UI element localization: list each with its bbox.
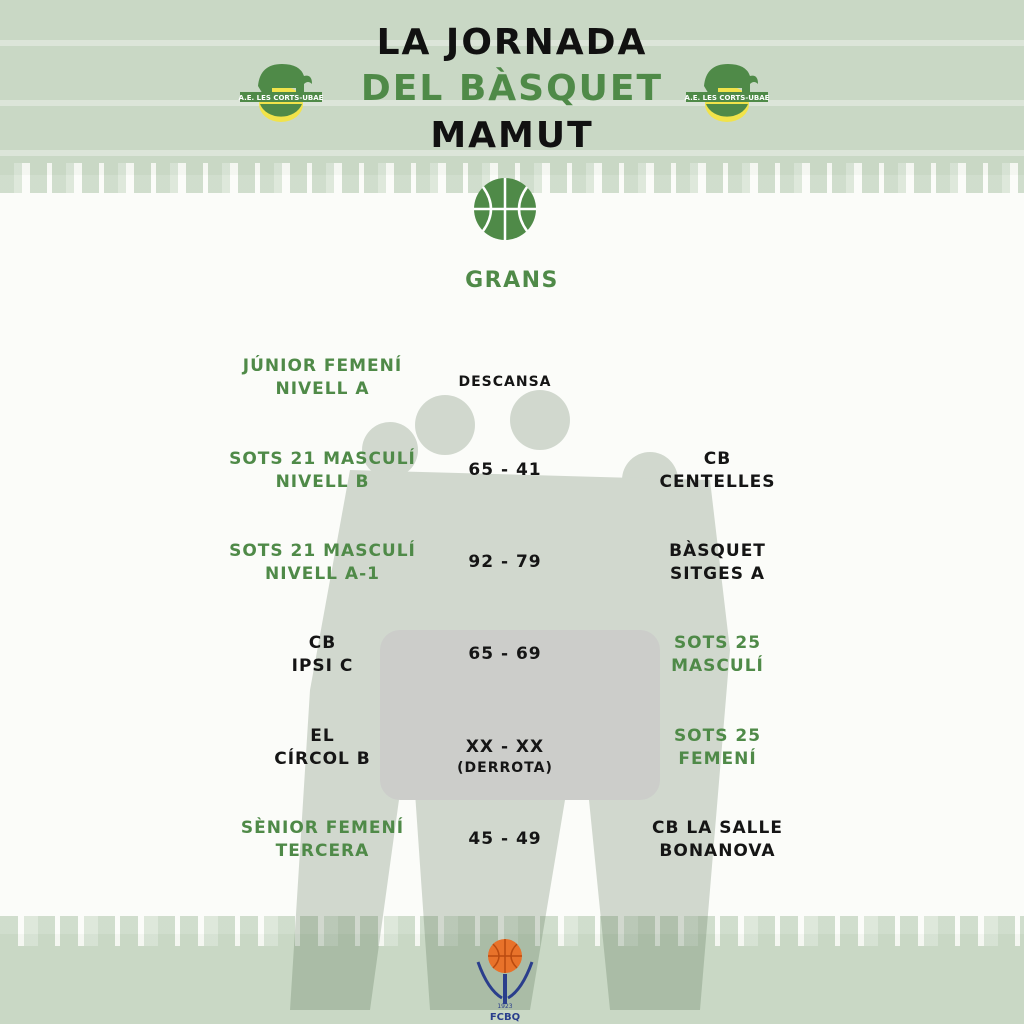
fcbq-year: 1923 xyxy=(497,1003,513,1010)
match-score xyxy=(430,371,580,394)
home-team-line: EL xyxy=(310,726,335,746)
home-team-line: NIVELL A xyxy=(275,379,370,399)
home-team-line: NIVELL A-1 xyxy=(265,564,380,584)
away-team-line: CB LA SALLE xyxy=(652,818,783,838)
match-row xyxy=(0,540,1024,610)
away-team-line: FEMENÍ xyxy=(678,749,757,769)
match-row xyxy=(0,448,1024,518)
match-score xyxy=(430,828,580,851)
logo-text: A.E. LES CORTS-UBAE xyxy=(238,94,324,102)
home-team-line: CB xyxy=(308,633,337,653)
away-team xyxy=(600,540,835,586)
home-team-line: JÚNIOR FEMENÍ xyxy=(242,356,403,376)
away-team xyxy=(600,448,835,494)
fcbq-text: FCBQ xyxy=(489,1012,521,1022)
home-team xyxy=(215,355,430,401)
match-score xyxy=(430,459,580,482)
match-row xyxy=(0,632,1024,702)
match-row xyxy=(0,817,1024,887)
home-team-line: SOTS 21 MASCULÍ xyxy=(229,449,416,469)
home-team xyxy=(215,540,430,586)
away-team-line: SOTS 25 xyxy=(673,633,762,653)
match-row xyxy=(0,355,1024,425)
home-team xyxy=(215,448,430,494)
home-team xyxy=(215,725,430,771)
home-team-line: NIVELL B xyxy=(275,472,370,492)
score-note: (DERROTA) xyxy=(457,760,553,776)
home-team-line: TERCERA xyxy=(275,841,370,861)
away-team xyxy=(600,817,835,863)
home-team-line: SOTS 21 MASCULÍ xyxy=(229,541,416,561)
home-team-line: CÍRCOL B xyxy=(274,749,371,769)
title-line-3: MAMUT xyxy=(430,115,594,156)
section-title: GRANS xyxy=(465,268,559,293)
match-score xyxy=(430,551,580,574)
match-score xyxy=(430,643,580,666)
home-team-line: IPSI C xyxy=(291,656,354,676)
score-value: 65 - 41 xyxy=(468,460,542,480)
away-team xyxy=(600,632,835,678)
away-team-line: CENTELLES xyxy=(659,472,776,492)
away-team-line: SITGES A xyxy=(669,564,766,584)
score-value: 45 - 49 xyxy=(468,829,542,849)
score-value: 65 - 69 xyxy=(468,644,542,664)
away-team xyxy=(600,725,835,771)
away-team-line: BÀSQUET xyxy=(669,541,766,561)
match-score xyxy=(430,736,580,777)
home-team-line: SÈNIOR FEMENÍ xyxy=(240,818,405,838)
score-value: XX - XX xyxy=(465,737,545,757)
match-row xyxy=(0,725,1024,795)
away-team-line: MASCULÍ xyxy=(671,656,764,676)
fcbq-logo-icon xyxy=(474,938,536,1022)
logo-text: A.E. LES CORTS-UBAE xyxy=(684,94,770,102)
score-value: 92 - 79 xyxy=(468,552,542,572)
score-value: DESCANSA xyxy=(458,374,552,390)
title-line-1: LA JORNADA xyxy=(376,22,648,63)
home-team xyxy=(215,817,430,863)
basketball-icon xyxy=(473,177,537,241)
away-team-line: SOTS 25 xyxy=(673,726,762,746)
title-line-2: DEL BÀSQUET xyxy=(360,68,664,109)
home-team xyxy=(215,632,430,678)
away-team-line: CB xyxy=(703,449,732,469)
away-team-line: BONANOVA xyxy=(659,841,776,861)
